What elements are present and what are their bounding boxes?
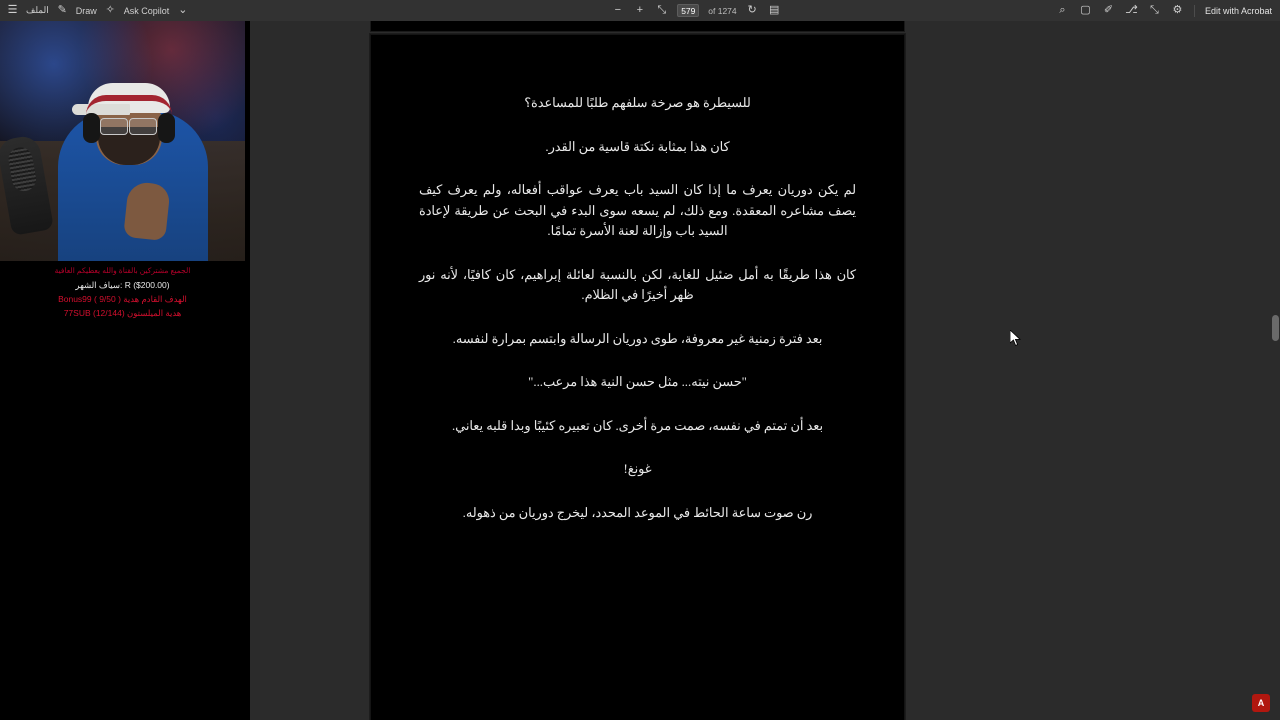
acrobat-logo-icon[interactable]: A: [1252, 694, 1270, 712]
settings-gear-icon[interactable]: ⚙: [1172, 4, 1183, 16]
scrollbar-thumb[interactable]: [1272, 315, 1279, 341]
draw-label[interactable]: Draw: [75, 5, 97, 16]
pdf-paragraph: رن صوت ساعة الحائط في الموعد المحدد، ليخرج دوريان من ذهوله.: [462, 505, 813, 520]
file-menu-label[interactable]: الملف: [26, 5, 49, 15]
headphone-right-cup: [158, 113, 175, 143]
fullscreen-icon[interactable]: ⤡: [1150, 4, 1159, 16]
search-icon[interactable]: ⌕: [1059, 4, 1066, 16]
pdf-viewer[interactable]: [250, 21, 1280, 720]
pdf-paragraph: لم يكن دوريان يعرف ما إذا كان السيد باب يعرف عواقب أفعاله، ولم يعرف كيف يصف مشاعره المعقدة. ومع ذلك، لم يسعه سوى البدء في البحث عن طريقة لإعادة السيد باب وإزالة لعنة الأسرة تمامًا.: [419, 183, 856, 238]
fit-page-icon[interactable]: ⤡: [657, 4, 667, 16]
pdf-paragraph: غونغ!: [623, 462, 652, 476]
alert-sub-milestone: 77SUB (12/144) هدية الميلستون: [63, 308, 182, 318]
page-layout-icon[interactable]: ▤: [768, 4, 780, 16]
stream-overlay-pane: [0, 21, 250, 720]
streamer-hand: [123, 181, 171, 241]
draw-icon[interactable]: ✎: [57, 4, 67, 16]
vertical-scrollbar[interactable]: [1271, 21, 1280, 720]
pdf-paragraph: بعد أن تمتم في نفسه، صمت مرة أخرى. كان تعبيره كئيبًا وبدا قلبه يعاني.: [451, 418, 824, 433]
copilot-icon[interactable]: ✧: [105, 4, 115, 16]
alert-subscriber-line: سياف الشهر: R ($200.00): [75, 280, 170, 290]
pdf-paragraph: كان هذا طريقًا به أمل ضئيل للغاية، لكن بالنسبة لعائلة إبراهيم، كان كافيًا، لأنه نور ظهر أخيرًا في الظلام.: [419, 267, 856, 302]
headphone-left-cup: [83, 113, 100, 143]
rotate-icon[interactable]: ↻: [747, 4, 757, 16]
pdf-paragraph: بعد فترة زمنية غير معروفة، طوى دوريان الرسالة وابتسم بمرارة لنفسه.: [452, 331, 823, 346]
toolbar-divider: [1194, 5, 1195, 17]
page-total-label: of 1274: [708, 5, 737, 16]
zoom-out-icon[interactable]: −: [614, 4, 621, 16]
stream-alerts: [0, 261, 245, 320]
share-icon[interactable]: ⎇: [1125, 4, 1138, 16]
ask-copilot-label[interactable]: Ask Copilot: [123, 5, 170, 16]
streamer-glasses-right: [129, 118, 157, 135]
highlight-icon[interactable]: ✐: [1103, 4, 1114, 16]
pdf-paragraph: للسيطرة هو صرخة سلفهم طلبًا للمساعدة؟: [524, 96, 751, 110]
pdf-page: [370, 34, 905, 720]
menu-icon[interactable]: ☰: [7, 4, 18, 16]
toolbar-right-group: [1056, 3, 1280, 18]
chevron-down-icon[interactable]: ⌄: [178, 4, 188, 16]
toolbar-left-group: [0, 3, 336, 18]
pdf-paragraph: "حسن نيته... مثل حسن النية هذا مرعب...": [528, 375, 747, 389]
pdf-page-text: [371, 35, 904, 523]
edit-with-acrobat-button[interactable]: Edit with Acrobat: [1204, 5, 1272, 16]
page-number-input[interactable]: 579: [677, 4, 699, 17]
toolbar-center-group: [336, 3, 1056, 18]
pdf-previous-page: [370, 21, 905, 32]
alert-bonus-goal: Bonus99 ( 9/50 ) الهدف القادم هدية: [58, 294, 187, 304]
headphones-band: [86, 95, 172, 115]
zoom-in-icon[interactable]: +: [636, 4, 643, 16]
comment-icon[interactable]: ▢: [1080, 4, 1091, 16]
pdf-paragraph: كان هذا بمثابة نكتة قاسية من القدر.: [545, 139, 730, 154]
microphone-grill: [7, 145, 38, 192]
streamer-glasses-left: [100, 118, 128, 135]
webcam-feed: [0, 21, 245, 261]
pdf-toolbar: [0, 0, 1280, 22]
alert-top-line: الجميع مشتركين بالقناة والله يعطيكم العافية: [54, 266, 191, 275]
